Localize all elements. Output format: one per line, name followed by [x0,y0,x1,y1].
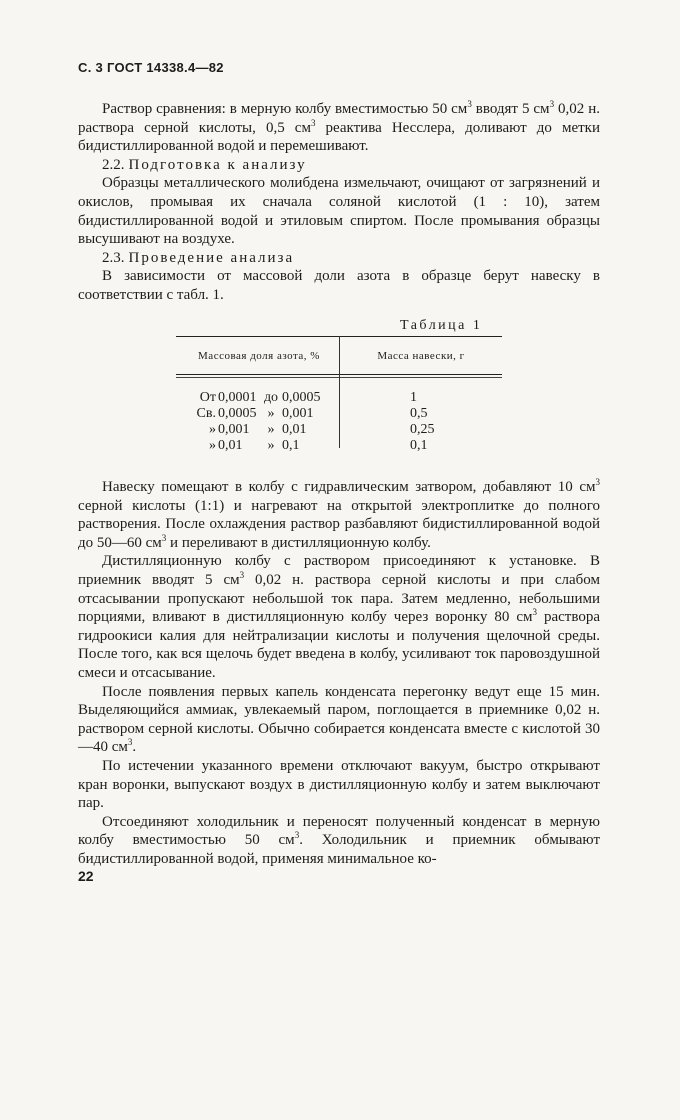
table-body [176,390,502,454]
page-number: 22 [78,868,94,884]
row-prefix: От [199,390,216,405]
table-row [176,406,502,422]
row-connector: » [267,406,275,421]
row-to-value: 0,01 [282,422,307,437]
row-from-value: 0,0001 [218,390,257,405]
row-prefix: » [209,438,216,453]
row-prefix: » [209,422,216,437]
row-connector: » [267,422,275,437]
paragraph-vacuum: По истечении указанного времени отключают вакуум, быстро открывают кран воронки, выпускают воздух в дистилляционную колбу и затем выключают пар. [78,757,600,812]
table-row [176,390,502,406]
text-block-top [78,100,600,305]
row-to-value: 0,001 [282,406,314,421]
section-heading-2-3: 2.3. Проведение анализа [102,249,295,266]
paragraph-sample-mass: В зависимости от массовой доли азота в образце берут навеску в соответствии с табл. 1. [78,268,600,303]
row-from-value: 0,001 [218,422,250,437]
row-mass: 1 [410,390,417,405]
table-row [176,422,502,438]
paragraph-distillation: Дистилляционную колбу с раствором присоединяют к установке. В приемник вводят 5 $см^3$ 0,02 н. раствора серной кислоты и при слабом отсасывании пропускают небольшой ток пара. Затем медленно, небольшими порциями, вливают в дистилляционную колбу через воронку 80 $см^3$ раствора гидроокиси калия для нейтрализации кислоты и получения щелочной среды. После того, как вся щелочь будет введена в колбу, усиливают ток паровоздушной смеси и отсасывание. [78,553,600,681]
row-mass: 0,1 [410,438,428,453]
row-mass: 0,25 [410,422,435,437]
row-prefix: Св. [196,406,216,421]
paragraph-reference-solution: Раствор сравнения: в мерную колбу вместимостью 50 $см^3$ вводят 5 $см^3$ 0,02 н. раствора серной кислоты, 0,5 $см^3$ реактива Несслера, доливают до метки бидистиллированной водой и перемешивают. [78,99,601,155]
row-connector: до [263,390,279,405]
row-connector: » [267,438,275,453]
paragraph-dissolution: Навеску помещают в колбу с гидравлическим затвором, добавляют 10 $см^3$ серной кислоты (1:1) и нагревают на открытой электроплитке до полного растворения. После охлаждения раствор разбавляют бидистиллированной водой до 50—60 $см^3$ и переливают в дистилляционную колбу. [78,477,600,551]
sample-mass-table [176,336,502,453]
table-header-sample-mass: Масса навески, г [377,350,465,362]
row-from-value: 0,01 [218,438,243,453]
paragraph-condensate: После появления первых капель конденсата перегонку ведут еще 15 мин. Выделяющийся аммиак, увлекаемый паром, поглощается в приемнике 0,02 н. раствором серной кислоты. Обычно собирается конденсата вместе с кислотой 30—40 $см^3$. [78,683,600,756]
table-caption: Таблица 1 [400,318,483,333]
row-to-value: 0,0005 [282,390,321,405]
paragraph-transfer: Отсоединяют холодильник и переносят полученный конденсат в мерную колбу вместимостью 50 $см^3$. Холодильник и приемник обмывают бидистиллированной водой, применяя минимальное ко- [78,813,600,867]
text-block-bottom [78,478,600,868]
page-header: С. 3 ГОСТ 14338.4—82 [78,60,224,75]
paragraph-sample-prep: Образцы металлического молибдена измельчают, очищают от загрязнений и окислов, промывая их сначала соляной кислотой (1 : 10), затем бидистиллированной водой и этиловым спиртом. После промывания образцы высушивают на воздухе. [78,175,600,248]
section-heading-2-2: 2.2. Подготовка к анализу [102,156,307,173]
row-from-value: 0,0005 [218,406,257,421]
row-mass: 0,5 [410,406,428,421]
table-header-nitrogen-fraction: Массовая доля азота, % [198,350,320,362]
table-row [176,438,502,454]
row-to-value: 0,1 [282,438,300,453]
